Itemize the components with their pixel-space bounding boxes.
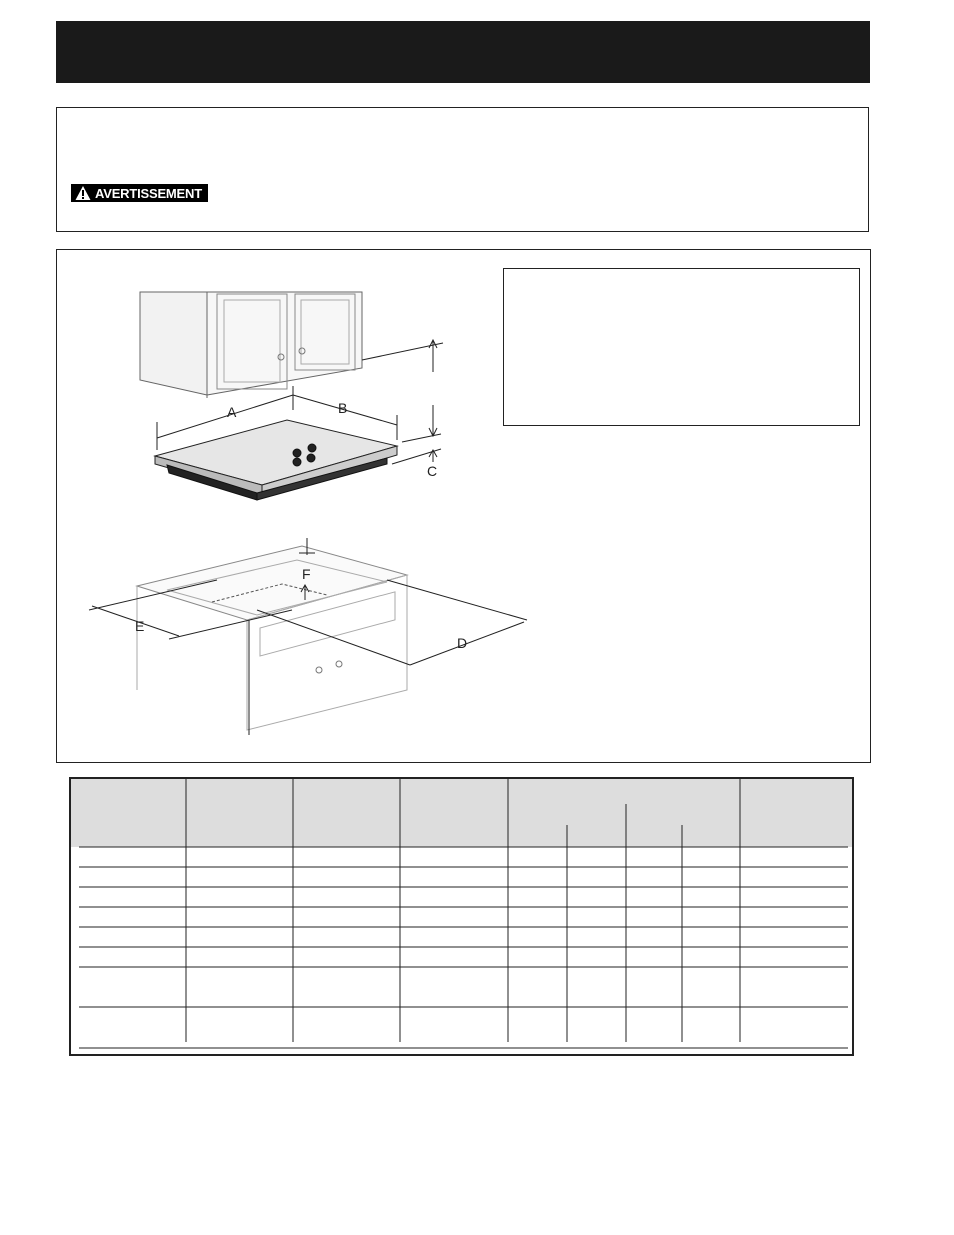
warning-badge	[71, 184, 208, 202]
dimension-label-f: F	[302, 566, 311, 582]
section-header-bar	[56, 21, 870, 83]
warning-badge-label: AVERTISSEMENT	[95, 185, 202, 201]
dimension-label-c: C	[427, 463, 438, 479]
dimension-label-e: E	[135, 618, 145, 634]
dimension-label-b: B	[338, 400, 348, 416]
dimension-label-d: D	[457, 635, 468, 651]
warning-box	[56, 107, 869, 232]
dimension-label-a: A	[227, 404, 237, 420]
warning-triangle-icon	[75, 185, 91, 201]
table-grid	[71, 779, 852, 1054]
installation-figure-box	[56, 249, 871, 763]
note-box	[503, 268, 860, 426]
dimensions-table	[69, 777, 854, 1056]
